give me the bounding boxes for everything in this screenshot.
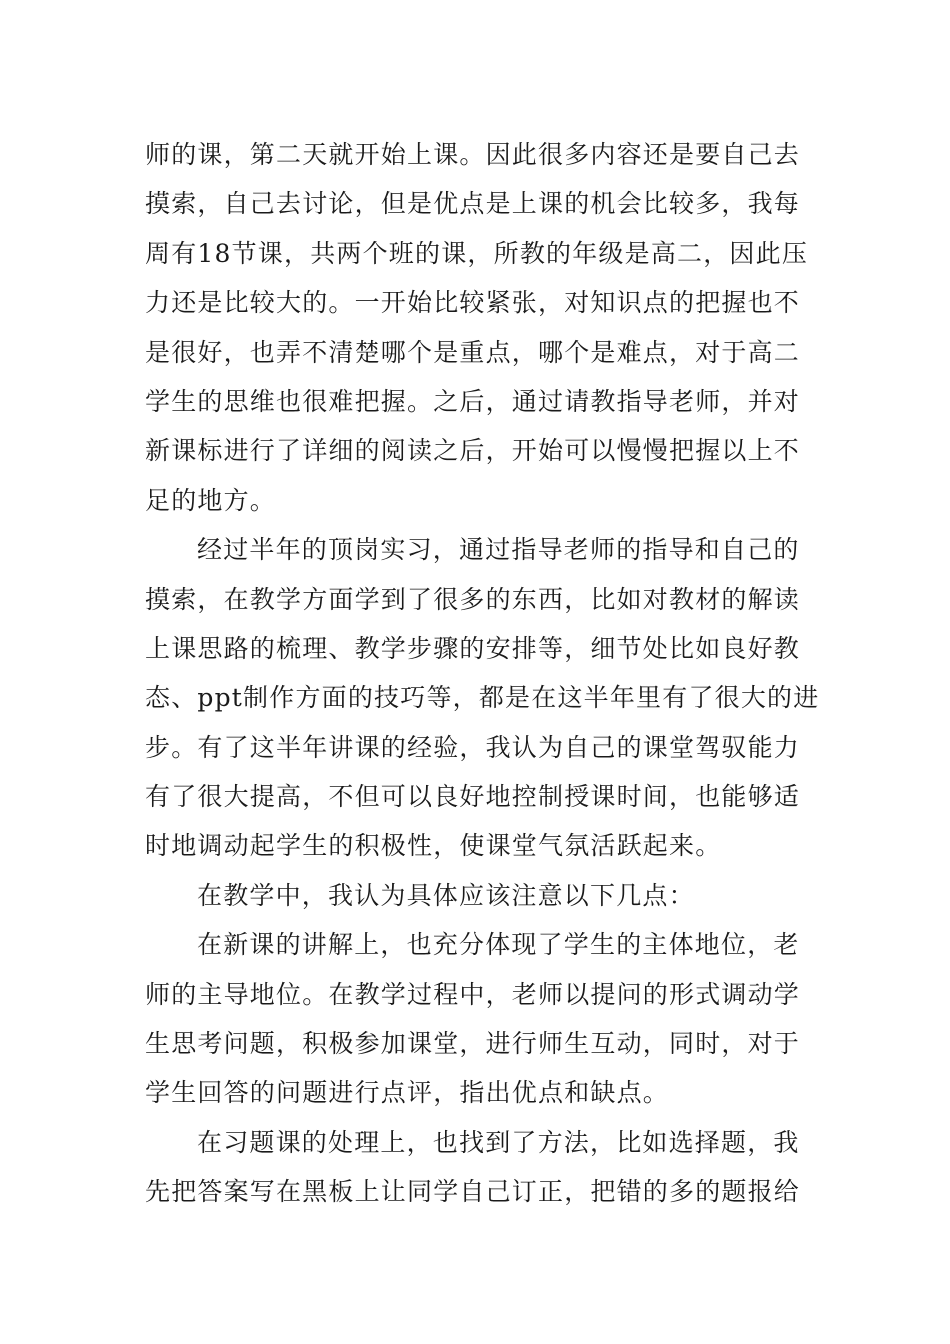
- paragraph: [145, 130, 810, 525]
- text-line: 有了很大提高，不但可以良好地控制授课时间，也能够适: [145, 782, 801, 812]
- paragraph: [145, 525, 820, 871]
- text-line: 是很好，也弄不清楚哪个是重点，哪个是难点，对于高二: [145, 337, 801, 367]
- text-line: 步。有了这半年讲课的经验，我认为自己的课堂驾驭能力: [145, 732, 801, 762]
- text-line: 摸索，自己去讨论，但是优点是上课的机会比较多，我每: [145, 189, 801, 219]
- text-line: 新课标进行了详细的阅读之后，开始可以慢慢把握以上不: [145, 436, 801, 466]
- text-line: 在教学中，我认为具体应该注意以下几点：: [197, 880, 695, 910]
- text-line: 态、ppt制作方面的技巧等，都是在这半年里有了很大的进: [145, 683, 820, 713]
- text-line: 时地调动起学生的积极性，使课堂气氛活跃起来。: [145, 831, 722, 861]
- text-line: 生思考问题，积极参加课堂，进行师生互动，同时，对于: [145, 1029, 801, 1059]
- text-line: 力还是比较大的。一开始比较紧张，对知识点的把握也不: [145, 288, 801, 318]
- text-line: 上课思路的梳理、教学步骤的安排等，细节处比如良好教: [145, 633, 801, 663]
- paragraph: [145, 871, 810, 920]
- text-line: 摸索，在教学方面学到了很多的东西，比如对教材的解读: [145, 584, 801, 614]
- paragraph: [145, 920, 810, 1118]
- document-body: [145, 130, 820, 1217]
- paragraph: [145, 1118, 810, 1217]
- text-line: 先把答案写在黑板上让同学自己订正，把错的多的题报给: [145, 1177, 801, 1207]
- text-line: 学生回答的问题进行点评，指出优点和缺点。: [145, 1078, 670, 1108]
- text-line: 在习题课的处理上，也找到了方法，比如选择题，我: [197, 1127, 800, 1157]
- text-line: 足的地方。: [145, 485, 277, 515]
- text-line: 在新课的讲解上，也充分体现了学生的主体地位，老: [197, 930, 800, 960]
- text-line: 学生的思维也很难把握。之后，通过请教指导老师，并对: [145, 386, 801, 416]
- text-line: 师的主导地位。在教学过程中，老师以提问的形式调动学: [145, 979, 801, 1009]
- text-line: 经过半年的顶岗实习，通过指导老师的指导和自己的: [197, 535, 800, 565]
- text-line: 周有18节课，共两个班的课，所教的年级是高二，因此压: [145, 238, 809, 268]
- text-line: 师的课，第二天就开始上课。因此很多内容还是要自己去: [145, 140, 801, 169]
